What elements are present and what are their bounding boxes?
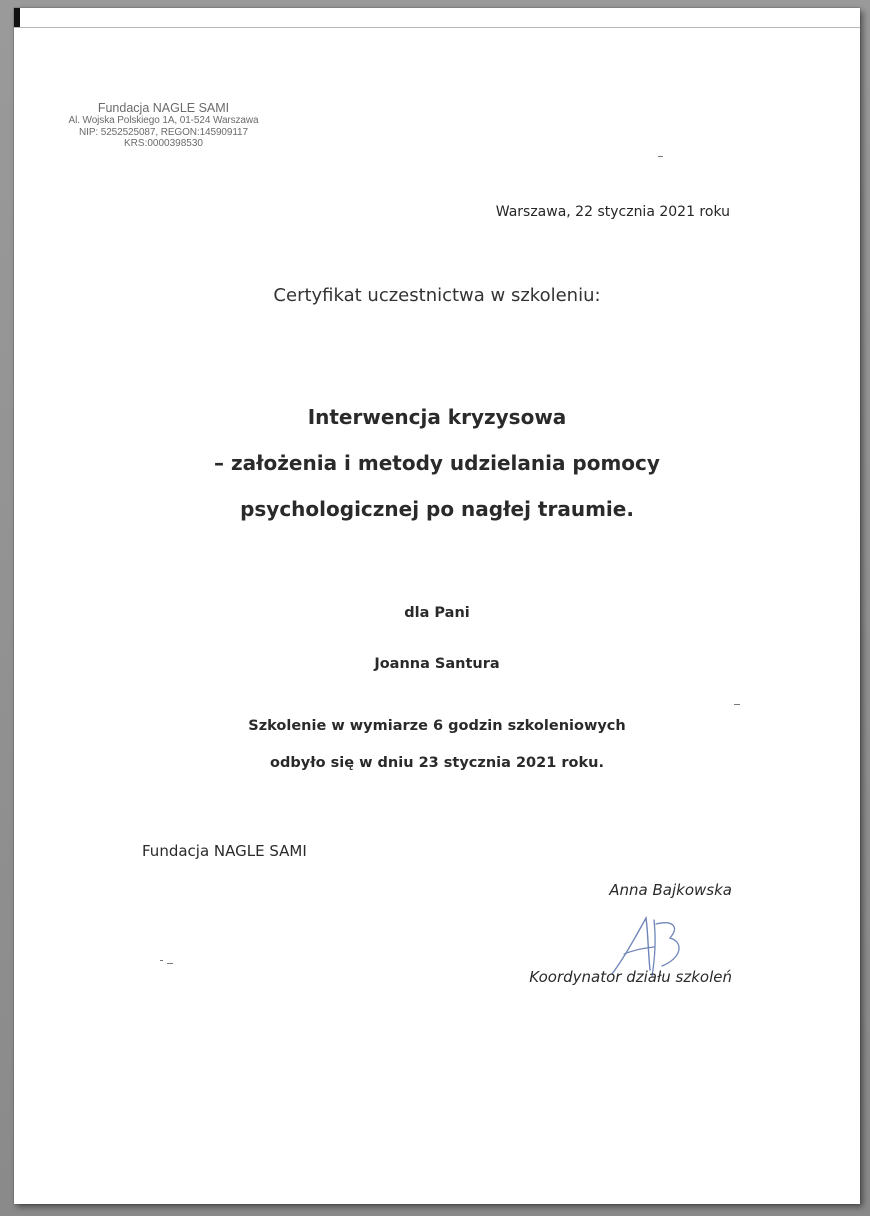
- foundation-stamp: [56, 101, 271, 150]
- certificate-heading: Certyfikat uczestnictwa w szkoleniu:: [273, 285, 601, 306]
- stamp-title: Fundacja NAGLE SAMI: [97, 101, 230, 115]
- details-line-1: Szkolenie w wymiarze 6 godzin szkoleniowych: [248, 718, 626, 734]
- scan-speck: [658, 156, 663, 157]
- course-title: [14, 394, 860, 532]
- recipient-name: Joanna Santura: [374, 656, 500, 672]
- recipient-label: dla Pani: [404, 605, 470, 621]
- certificate-page: [14, 8, 860, 1204]
- scan-corner-mark: [14, 8, 20, 27]
- signer-name: Anna Bajkowska: [609, 881, 732, 899]
- course-title-line-3: psychologicznej po nagłej traumie.: [240, 497, 634, 521]
- details-line-2: odbyło się w dniu 23 stycznia 2021 roku.: [270, 755, 604, 771]
- stamp-ids: NIP: 5252525087, REGON:145909117: [79, 126, 248, 138]
- scan-top-line: [14, 27, 860, 28]
- scan-speck: [160, 960, 163, 961]
- signer-role: Koordynator działu szkoleń: [529, 968, 732, 986]
- date-line: Warszawa, 22 stycznia 2021 roku: [495, 204, 730, 220]
- organization-name: Fundacja NAGLE SAMI: [142, 842, 307, 860]
- stamp-address: Al. Wojska Polskiego 1A, 01-524 Warszawa: [68, 115, 259, 127]
- scan-speck: [167, 963, 173, 964]
- training-details: [14, 708, 860, 782]
- course-title-line-2: – założenia i metody udzielania pomocy: [214, 451, 660, 475]
- stamp-krs: KRS:0000398530: [124, 138, 203, 150]
- scan-speck: [734, 704, 740, 705]
- course-title-line-1: Interwencja kryzysowa: [307, 405, 567, 429]
